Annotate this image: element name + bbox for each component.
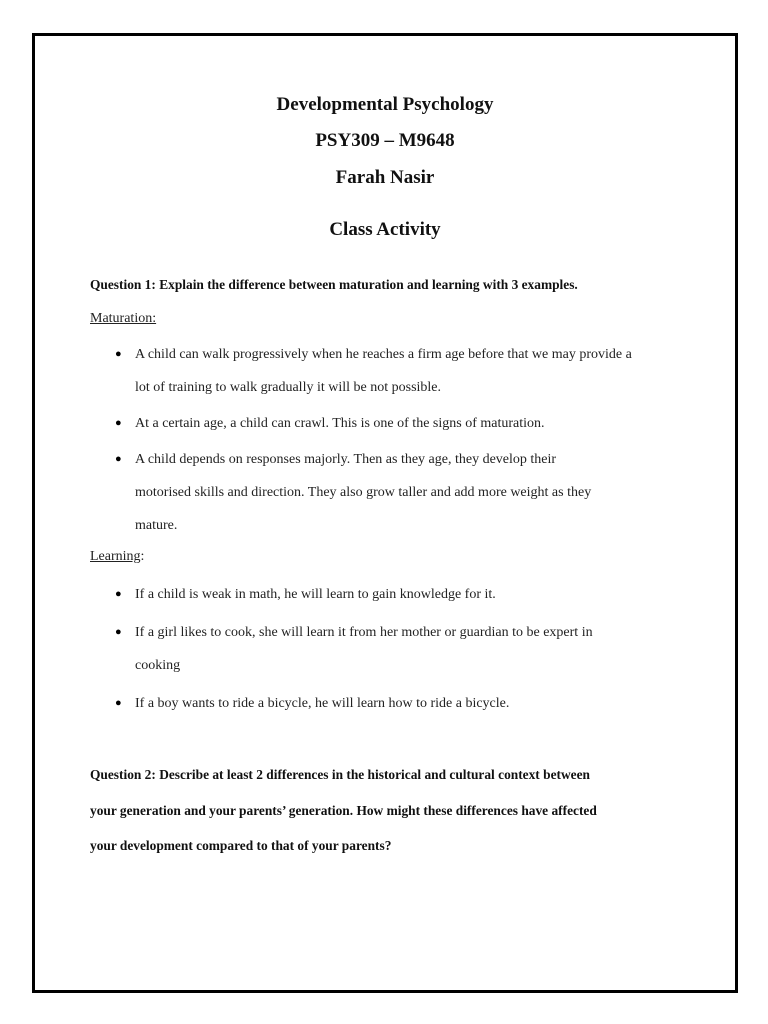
question-2-line: your development compared to that of your parents?: [90, 838, 392, 853]
bullet-icon: ●: [115, 588, 122, 600]
bullet-icon: ●: [115, 417, 122, 429]
bullet-icon: ●: [115, 348, 122, 360]
learning-heading: Learning: [90, 549, 141, 564]
list-item-line: mature.: [135, 518, 178, 533]
maturation-heading: Maturation:: [90, 311, 157, 326]
list-item: [90, 616, 680, 682]
question-2-line: Question 2: Describe at least 2 differences in the historical and cultural context between: [90, 767, 590, 782]
learning-heading-wrap: [90, 549, 144, 565]
list-item-line: motorised skills and direction. They also grow taller and add more weight as they: [135, 485, 592, 500]
learning-heading-colon: :: [140, 549, 145, 564]
list-item-line: A child depends on responses majorly. Then as they age, they develop their: [135, 452, 557, 467]
list-item-line: If a boy wants to ride a bicycle, he will learn how to ride a bicycle.: [135, 696, 510, 711]
bullet-icon: ●: [115, 453, 122, 465]
list-item-line: At a certain age, a child can crawl. This is one of the signs of maturation.: [135, 416, 545, 431]
course-code: PSY309 – M9648: [315, 130, 455, 151]
list-item-line: If a girl likes to cook, she will learn it from her mother or guardian to be expert in: [135, 625, 593, 640]
question-1-label: Question 1:: [90, 277, 156, 292]
list-item: [90, 338, 680, 404]
list-item: [90, 443, 680, 542]
course-title: Developmental Psychology: [276, 94, 494, 115]
list-item-line: cooking: [135, 658, 181, 673]
list-item-line: lot of training to walk gradually it will be not possible.: [135, 380, 442, 395]
activity-title: Class Activity: [329, 219, 441, 240]
bullet-icon: ●: [115, 697, 122, 709]
list-item-line: A child can walk progressively when he reaches a firm age before that we may provide a: [135, 347, 632, 362]
list-item: [90, 578, 680, 611]
list-item-line: If a child is weak in math, he will learn to gain knowledge for it.: [135, 587, 496, 602]
author-name: Farah Nasir: [335, 167, 435, 188]
question-2: [90, 757, 690, 864]
list-item: [90, 407, 680, 440]
bullet-icon: ●: [115, 626, 122, 638]
list-item: [90, 687, 680, 720]
question-2-line: your generation and your parents’ generation. How might these differences have affected: [90, 802, 597, 818]
learning-list: [90, 578, 680, 720]
maturation-list: [90, 338, 680, 542]
question-1: [90, 277, 690, 293]
question-1-text: Explain the difference between maturation and learning with 3 examples.: [159, 277, 578, 292]
